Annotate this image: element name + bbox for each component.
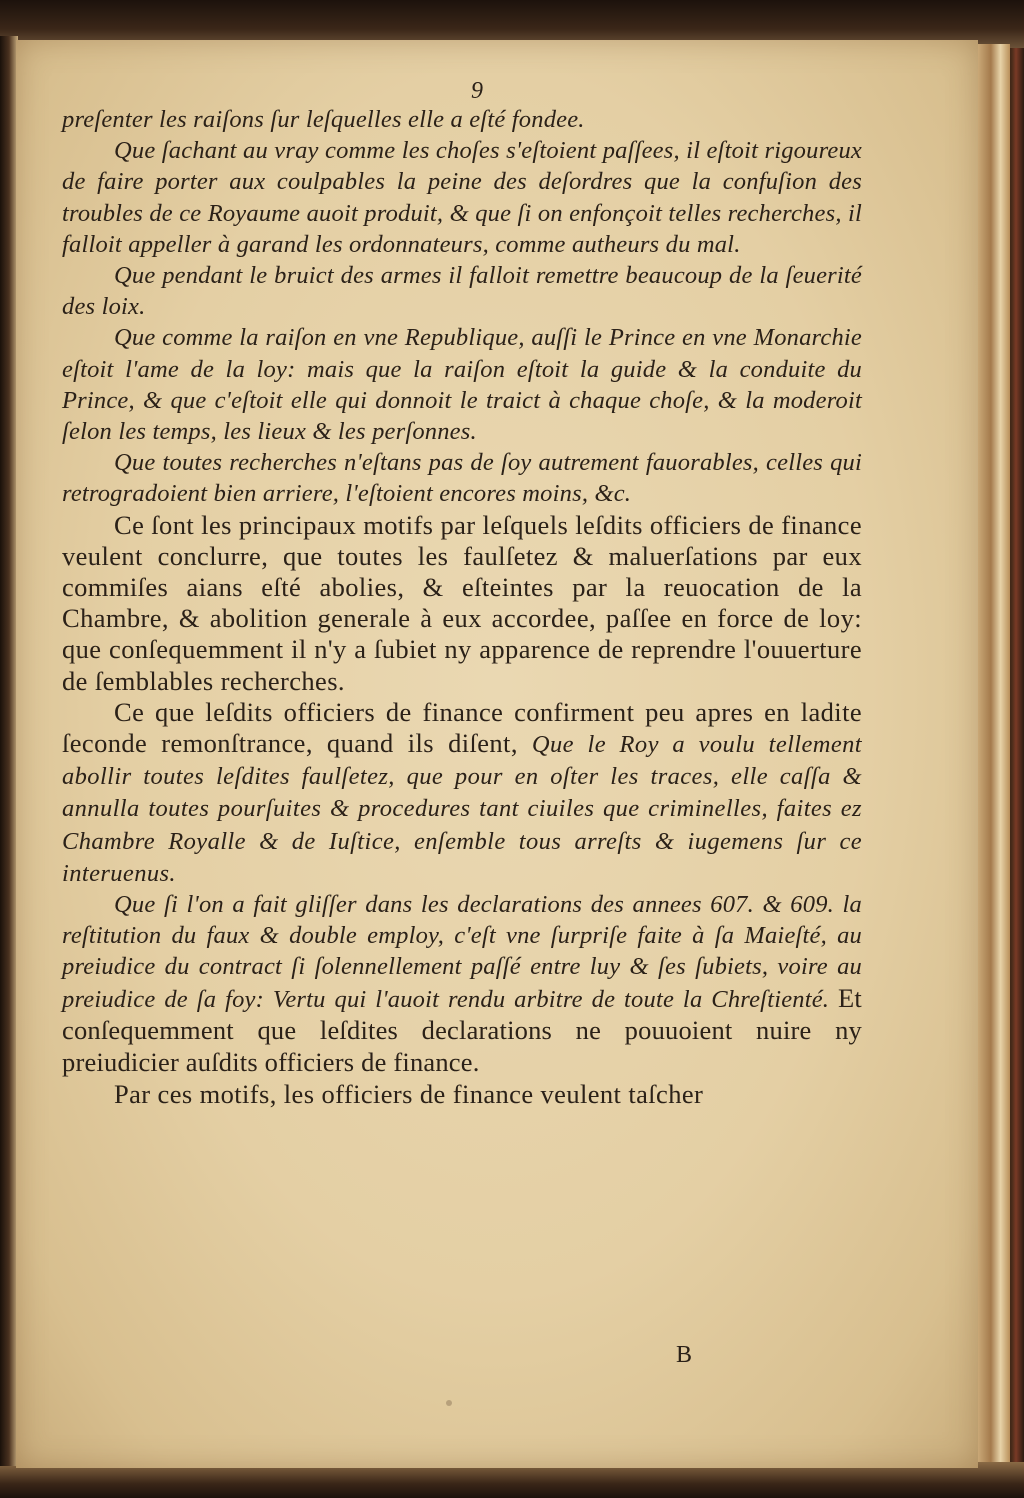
page-number: 9 xyxy=(471,78,483,104)
page-fore-edge xyxy=(978,44,1010,1462)
paragraph-7 xyxy=(62,697,862,889)
paragraph-7-italic: Que le Roy a voulu tellement abollir toutes leſdites faulſetez, que pour en oſter les traces, elle caſſa & annulla toutes pourſuites & procedures tant ciuiles que criminelles, faites ez Chambre Royalle & de Iuſtice, enſemble tous arreſts & iugemens ſur ce interuenus. xyxy=(62,731,863,887)
paragraph-9: Par ces motifs, les officiers de finance veulent taſcher xyxy=(114,1079,704,1110)
ink-spot xyxy=(446,1400,452,1406)
paragraph-6: Ce ſont les principaux motifs par leſquels leſdits officiers de finance veulent conclurre, que toutes les faulſetez & maluerſations par eux commiſes aians eſté abolies, & eſteintes par la reuocation de la Chambre, & abolition generale à eux accordee, paſſee en force de loy: que conſequemment il n'y a ſubiet ny apparence de reprendre l'ouuerture de ſemblables recherches. xyxy=(62,509,862,696)
paragraph-8-italic: Que ſi l'on a fait gliſſer dans les declarations des annees 607. & 609. la reſtitution du faux & double employ, c'eſt vne ſurpriſe faite à ſa Maieſté, au preiudice du contract ſi ſolennellement paſſé entre luy & ſes ſubiets, voire au preiudice de ſa foy: Vertu qui l'auoit rendu arbitre de toute la Chreſtienté. xyxy=(62,891,862,1013)
paragraph-4: Que comme la raiſon en vne Republique, auſſi le Prince en vne Monarchie eſtoit l'ame de la loy: mais que la raiſon eſtoit la guide & la conduite du Prince, & que c'eſtoit elle qui donnoit le traict à chaque choſe, & la moderoit ſelon les temps, les lieux & les perſonnes. xyxy=(62,324,862,446)
signature-mark: B xyxy=(676,1342,693,1368)
paragraph-2: Que ſachant au vray comme les choſes s'eſtoient paſſees, il eſtoit rigoureux de faire porter aux coulpables la peine des deſordres que la confuſion des troubles de ce Royaume auoit produit, & que ſi on enfonçoit telles recherches, il falloit appeller à garand les ordonnateurs, comme autheurs du mal. xyxy=(62,137,862,258)
paragraph-3: Que pendant le bruict des armes il falloit remettre beaucoup de la ſeuerité des loix. xyxy=(62,262,862,321)
paragraph-8-roman: Et conſequemment que leſdites declarations ne pouuoient nuire ny preiudicier auſdits officiers de finance. xyxy=(62,982,862,1078)
book-page xyxy=(16,40,978,1468)
paragraph-7-roman: Ce que leſdits officiers de finance confirment peu apres en ladite ſeconde remonſtrance, quand ils diſent, xyxy=(62,696,862,759)
paragraph-5: Que toutes recherches n'eſtans pas de ſoy autrement fauorables, celles qui retrogradoient bien arriere, l'eſtoient encores moins, &c. xyxy=(62,449,862,508)
text-block xyxy=(62,78,862,1111)
paragraph-8 xyxy=(62,889,862,1079)
paragraph-1: preſenter les raiſons ſur leſquelles elle a eſté fondee. xyxy=(62,106,585,133)
